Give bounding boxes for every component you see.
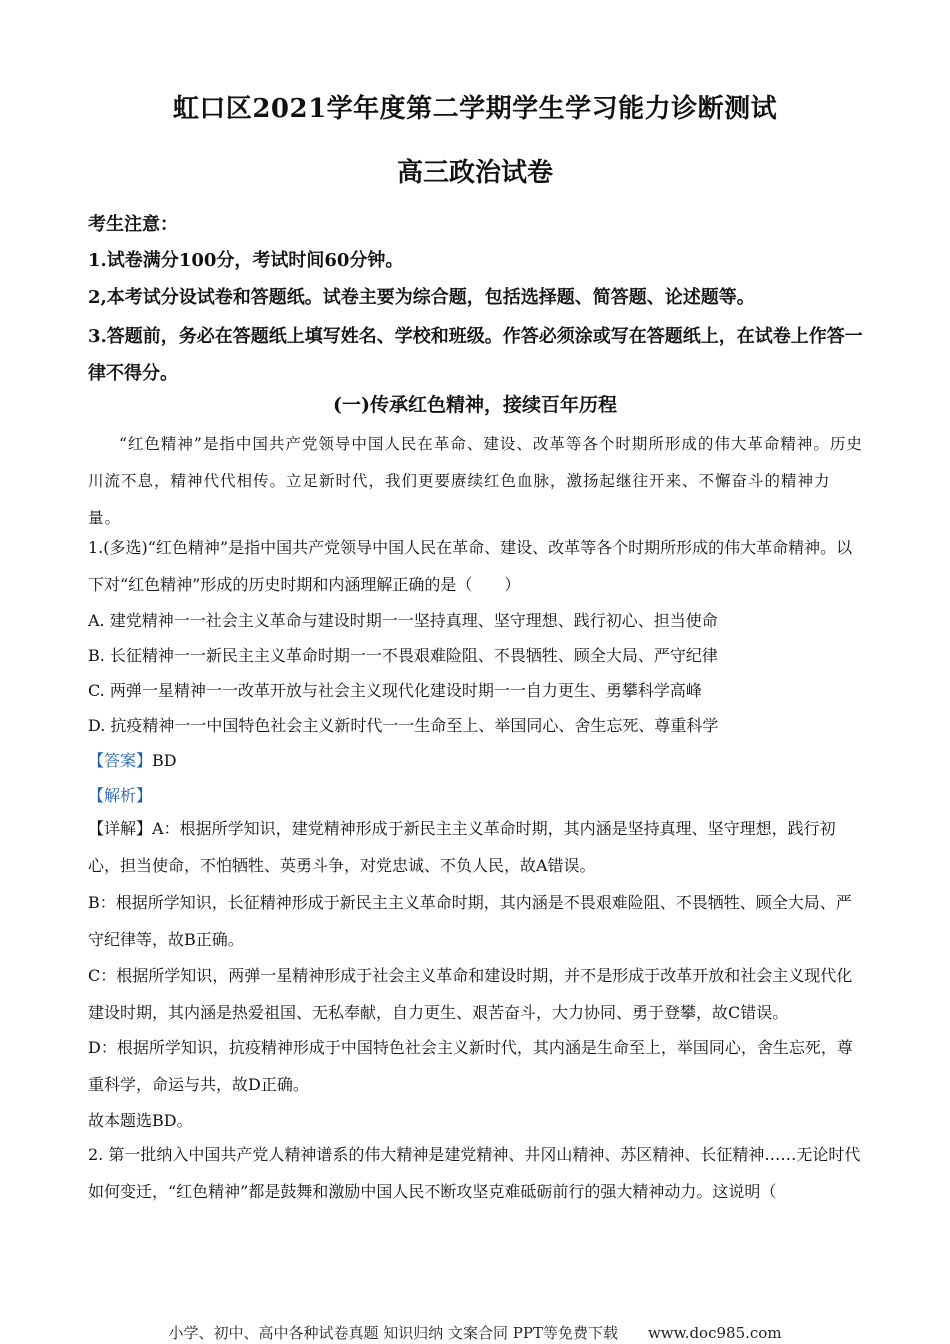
exam-subtitle: 高三政治试卷	[396, 158, 553, 188]
notice-item-1: 1.试卷满分100分，考试时间60分钟。	[88, 250, 404, 271]
option-c: C. 两弹一星精神一一改革开放与社会主义现代化建设时期一一自力更生、勇攀科学高峰	[88, 681, 702, 700]
notice-item-3: 3.答题前，务必在答题纸上填写姓名、学校和班级。作答必须涂或写在答题纸上，在试卷上作答一律不得分。	[88, 326, 863, 384]
section-passage: “红色精神”是指中国共产党领导中国人民在革命、建设、改革等各个时期所形成的伟大革命精神。历史川流不息，精神代代相传。立足新时代，我们更要赓续红色血脉，激扬起继往开来、不懈奋斗的精神力量。	[88, 435, 863, 527]
analysis-label: 【解析】	[88, 786, 153, 805]
option-d: D. 抗疫精神一一中国特色社会主义新时代一一生命至上、举国同心、舍生忘死、尊重科学	[88, 716, 719, 735]
detail-b: B：根据所学知识，长征精神形成于新民主主义革命时期，其内涵是不畏艰难险阻、不畏牺牲、顾全大局、严守纪律等，故B正确。	[88, 893, 852, 949]
question-2-stem: 2. 第一批纳入中国共产党人精神谱系的伟大精神是建党精神、井冈山精神、苏区精神、长征精神……无论时代如何变迁，“红色精神”都是鼓舞和激励中国人民不断攻坚克难砥砺前行的强大精神动力。这说明（	[88, 1145, 861, 1201]
detail-a	[88, 810, 863, 884]
detail-label: 【详解】	[88, 819, 153, 838]
question-1-stem: 1.(多选)“红色精神”是指中国共产党领导中国人民在革命、建设、改革等各个时期所形成的伟大革命精神。以下对“红色精神”形成的历史时期和内涵理解正确的是（ ）	[88, 538, 853, 594]
conclusion: 故本题选BD。	[88, 1111, 193, 1130]
page-footer: 小学、初中、高中各种试卷真题 知识归纳 文案合同 PPT等免费下载 www.doc985.com	[168, 1324, 782, 1342]
section-title: (一)传承红色精神，接续百年历程	[333, 394, 617, 416]
option-a: A. 建党精神一一社会主义革命与建设时期一一坚持真理、坚守理想、践行初心、担当使命	[88, 611, 718, 630]
notice-heading: 考生注意：	[88, 214, 178, 235]
answer-value: BD	[152, 751, 177, 770]
detail-c: C：根据所学知识，两弹一星精神形成于社会主义革命和建设时期，并不是形成于改革开放和社会主义现代化建设时期，其内涵是热爱祖国、无私奉献，自力更生、艰苦奋斗，大力协同、勇于登攀，故C错误。	[88, 966, 853, 1022]
option-b: B. 长征精神一一新民主主义革命时期一一不畏艰难险阻、不畏牺牲、顾全大局、严守纪律	[88, 646, 718, 665]
detail-a-text: A：根据所学知识，建党精神形成于新民主主义革命时期，其内涵是坚持真理、坚守理想，践行初心，担当使命，不怕牺牲、英勇斗争，对党忠诚、不负人民，故A错误。	[88, 819, 836, 875]
exam-title: 虹口区2021学年度第二学期学生学习能力诊断测试	[172, 94, 778, 124]
notice-item-2: 2,本考试分设试卷和答题纸。试卷主要为综合题，包括选择题、简答题、论述题等。	[88, 287, 755, 308]
answer-line	[88, 748, 868, 771]
analysis-line	[88, 783, 868, 806]
detail-d: D：根据所学知识，抗疫精神形成于中国特色社会主义新时代，其内涵是生命至上，举国同心，舍生忘死，尊重科学，命运与共，故D正确。	[88, 1038, 853, 1094]
answer-label: 【答案】	[88, 751, 153, 770]
